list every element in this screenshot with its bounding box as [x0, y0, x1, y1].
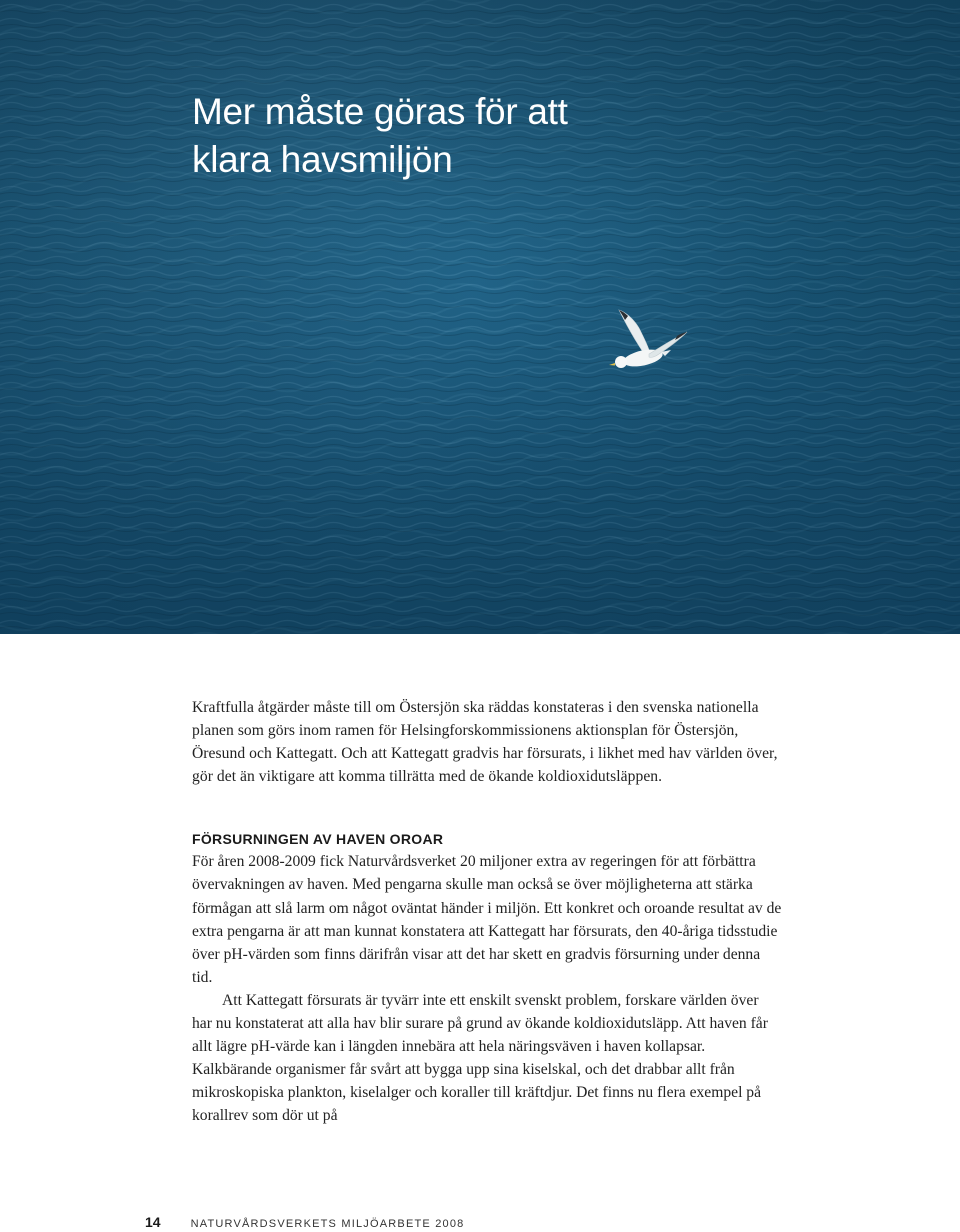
article-body — [192, 696, 782, 1128]
page-footer — [145, 1214, 464, 1232]
page-title-line-2: klara havsmiljön — [192, 139, 453, 180]
page-title-line-1: Mer måste göras för att — [192, 91, 568, 132]
body-paragraph-1: För åren 2008-2009 fick Naturvårdsverket 20 miljoner extra av regeringen för att förbättra övervakningen av haven. Med pengarna skulle man också se över möjligheterna att stärka förmågan att slå larm om något oväntat händer i miljön. Ett konkret och oroande resultat av de extra pengarna är att man kunnat konstatera att Kattegatt har försurats, den 40-åriga tidsstudie över pH-värden som finns därifrån visar att det har skett en gradvis försurning under denna tid. — [192, 853, 782, 986]
section-heading: FÖRSURNINGEN AV HAVEN OROAR — [192, 831, 444, 848]
intro-paragraph: Kraftfulla åtgärder måste till om Östersjön ska räddas konstateras i den svenska nationella planen som görs inom ramen för Helsingforskommissionens aktionsplan för Östersjön, Öresund och Kattegatt. Och att Kattegatt gradvis har försurats, i likhet med hav världen över, gör det än viktigare att komma tillrätta med de ökande koldioxidutsläppen. — [192, 699, 778, 786]
seagull-icon — [603, 300, 695, 380]
page-number: 14 — [145, 1214, 161, 1230]
body-paragraph-2: Att Kattegatt försurats är tyvärr inte ett enskilt svenskt problem, forskare världen över har nu konstaterat att alla hav blir surare på grund av ökande koldioxidutsläpp. Att haven får allt lägre pH-värde kan i längden innebära att hela näringsväven i haven kollapsar. Kalkbärande organismer får svårt att bygga upp sina kiselskal, och det drabbar allt från mikroskopiska plankton, kiselalger och koraller till kräftdjur. Det finns nu flera exempel på korallrev som dör ut på — [192, 991, 768, 1125]
running-footer-title: NATURVÅRDSVERKETS MILJÖARBETE 2008 — [190, 1218, 465, 1230]
page-title — [192, 88, 712, 184]
